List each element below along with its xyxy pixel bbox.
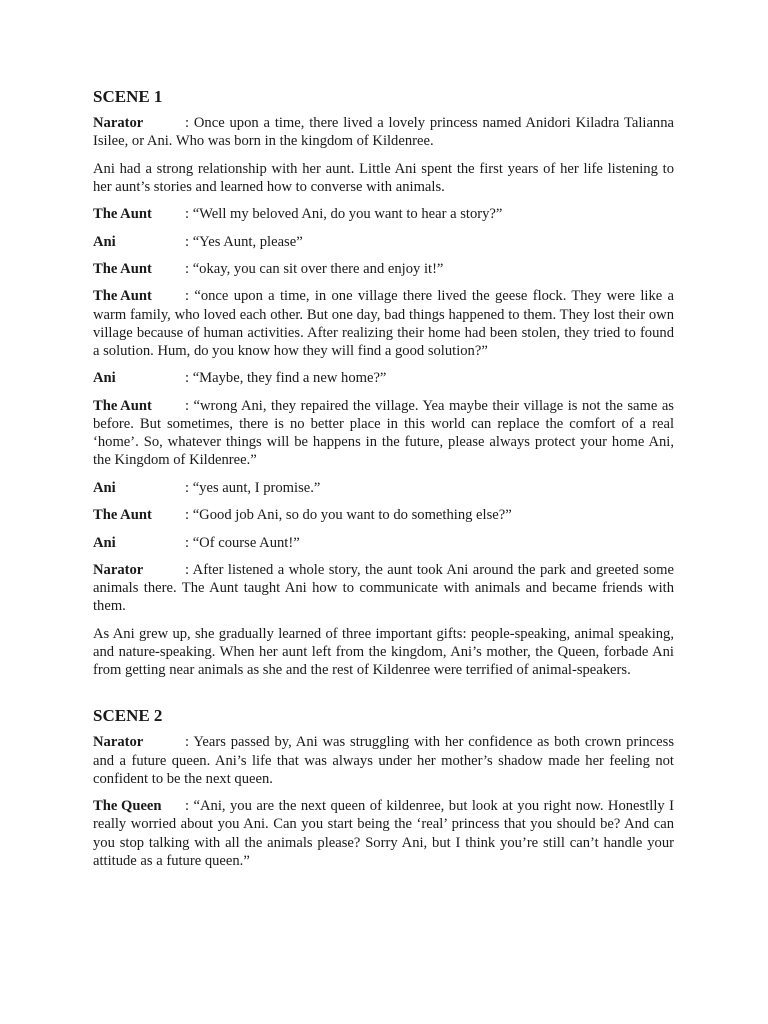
scene-2-title: SCENE 2 [93,706,163,726]
line-text: : Once upon a time, there lived a lovely princess named Anidori Kiladra Talianna Isilee, or Ani. Who was born in the kingdom of Kildenree. [93,115,674,150]
speaker-name: Narator [93,115,144,131]
line-text: : “once upon a time, in one village there lived the geese flock. They were like a warm family, who loved each other. But one day, bad things happened to them. They lost their own village because of human activities. After realizing their home had been stolen, they tried to found a solution. Hum, do you know how they will find a good solution?” [93,288,674,359]
line-text: : “Of course Aunt!” [185,534,300,551]
line-text: : “Maybe, they find a new home?” [185,370,387,387]
speaker-name: Narator [93,734,144,751]
speaker-name: The Aunt [93,260,152,277]
script-line [93,561,674,616]
script-line [93,114,674,150]
narration-paragraph: Ani had a strong relationship with her aunt. Little Ani spent the first years of her life listening to her aunt’s stories and learned how to converse with animals. [93,160,674,195]
line-text: : Years passed by, Ani was struggling with her confidence as both crown princess and a future queen. Ani’s life that was always under her mother’s shadow made her feeling not confident to be the next queen. [93,734,674,787]
script-line [93,506,674,524]
line-text: : “Yes Aunt, please” [185,233,303,250]
speaker-name: The Aunt [93,507,152,524]
script-line [93,287,674,360]
script-line [93,797,674,870]
script-line [93,369,674,387]
narration-paragraph: As Ani grew up, she gradually learned of three important gifts: people-speaking, animal speaking, and nature-speaking. When her aunt left from the kingdom, Ani’s mother, the Queen, forbade Ani from getting near animals as she and the rest of Kildenree were terrified of animal-speakers. [93,625,674,679]
line-text: : “Ani, you are the next queen of kildenree, but look at you right now. Honestlly I really worried about you Ani. Can you start being the ‘real’ princess that you should be? And can you stop talking with all the animals please? Sorry Ani, but I think you’re still can’t handle your attitude as a future queen.” [93,798,674,869]
script-line [93,479,674,497]
line-text: : “Well my beloved Ani, do you want to hear a story?” [185,206,503,223]
line-text: : “yes aunt, I promise.” [185,479,321,496]
scene-1-title: SCENE 1 [93,87,163,106]
speaker-name: Ani [93,534,116,551]
script-line [93,260,674,278]
speaker-name: The Queen [93,798,162,815]
document-page [93,86,674,879]
speaker-name: Ani [93,479,116,496]
line-text: : “Good job Ani, so do you want to do something else?” [185,507,512,524]
line-text: : After listened a whole story, the aunt took Ani around the park and greeted some animals there. The Aunt taught Ani how to communicate with animals and became friends with them. [93,561,674,615]
speaker-name: The Aunt [93,206,152,223]
line-text: : “okay, you can sit over there and enjoy it!” [185,260,444,277]
speaker-name: The Aunt [93,288,152,305]
speaker-name: The Aunt [93,397,152,414]
script-line [93,733,674,788]
speaker-name: Narator [93,561,144,578]
script-line [93,233,674,251]
script-line [93,397,674,470]
speaker-name: Ani [93,370,116,387]
speaker-name: Ani [93,233,116,250]
script-line [93,205,674,223]
line-text: : “wrong Ani, they repaired the village. Yea maybe their village is not the same as before. But sometimes, there is no better place in this world can replace the comfort of a real ‘home’. So, whatever things will be happens in the future, please always protect your home Ani, the Kingdom of Kildenree.” [93,397,674,469]
script-line [93,534,674,552]
